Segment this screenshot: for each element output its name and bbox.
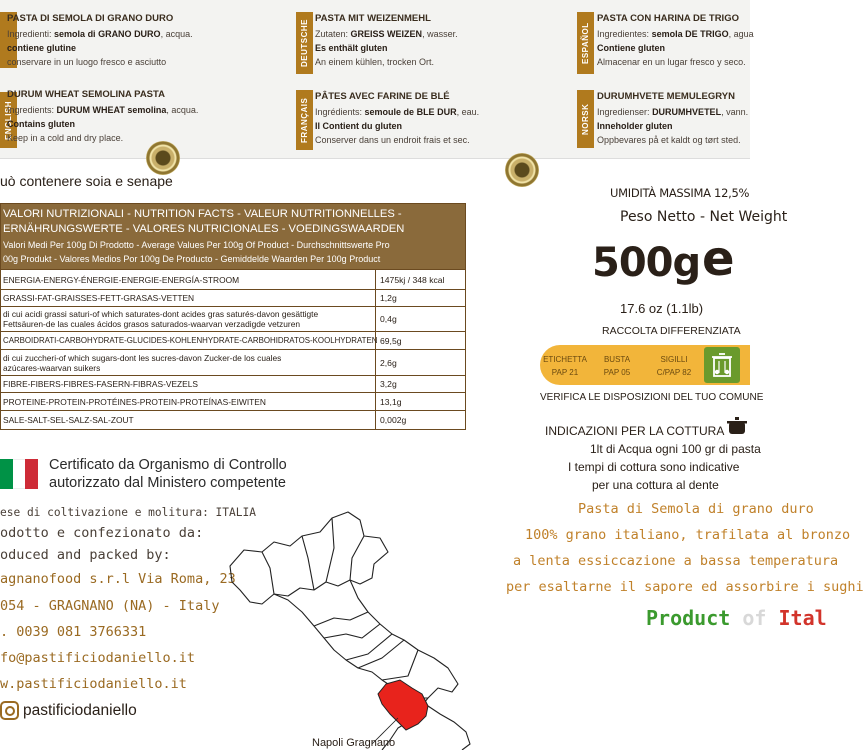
lang-block-french — [315, 91, 495, 147]
lang-block-norwegian — [597, 91, 757, 147]
lang-block-english — [7, 89, 277, 145]
lang-ingredients — [7, 27, 277, 41]
lang-title: DURUMHVETE MEMULEGRYN — [597, 91, 735, 102]
lang-ingredients — [315, 105, 495, 119]
tagline-line-4: per esaltarne il sapore ed assorbire i sughi — [506, 579, 864, 595]
ingredients-value: DURUM WHEAT semolina — [56, 105, 167, 115]
tagline-line-3: a lenta essiccazione a bassa temperatura — [513, 553, 839, 569]
lang-storage: Oppbevares på et kaldt og tørt sted. — [597, 135, 741, 145]
language-tab-label: NORSK — [581, 103, 590, 135]
nutrient-label: ENERGIA-ENERGY-ÉNERGIE-ENERGIE-ENERGÍA-STROOM — [3, 274, 240, 285]
nutrient-value: 69,5g — [380, 335, 402, 346]
lang-gluten — [7, 41, 277, 55]
table-row — [1, 349, 465, 375]
nutrition-title-line1: VALORI NUTRIZIONALI - NUTRITION FACTS - VALEUR NUTRITIONNELLES - — [3, 208, 402, 220]
language-tab-label: ESPAÑOL — [581, 22, 590, 64]
nutrient-value: 3,2g — [380, 379, 397, 389]
table-row — [1, 375, 465, 392]
map-outline-south — [428, 706, 470, 750]
language-tab-spanish — [577, 12, 594, 74]
language-tab-norwegian — [577, 90, 594, 148]
lang-block-italian — [7, 13, 277, 69]
ingredients-label: Ingredients: — [7, 105, 55, 115]
nutrition-subtitle-line1: Valori Medi Per 100g Di Prodotto - Average Values Per 100g Of Product - Durchschnittswerte Pro — [3, 240, 390, 250]
nutrient-name — [1, 376, 376, 392]
ingredients-label: Ingredienti: — [7, 29, 52, 39]
gluten-text: Contiene gluten — [597, 43, 665, 53]
nutrient-label: GRASSI-FAT-GRAISSES-FETT-GRASAS-VETTEN — [3, 293, 195, 303]
produced-by-it: odotto e confezionato da: — [0, 525, 204, 541]
nutrient-name — [1, 393, 376, 410]
gluten-text: Contains gluten — [7, 119, 75, 129]
net-weight-label: Peso Netto - Net Weight — [620, 209, 788, 225]
net-weight-value: 500g — [592, 240, 701, 286]
instagram-icon — [0, 701, 19, 720]
ingredients-tail: , agua — [728, 29, 754, 39]
lang-ingredients — [315, 27, 485, 41]
table-row — [1, 331, 465, 349]
nutrient-label: FIBRE-FIBERS-FIBRES-FASERN-FIBRAS-VEZELS — [3, 379, 198, 389]
tagline-line-1: Pasta di Semola di grano duro — [578, 501, 814, 517]
gluten-text: Es enthält gluten — [315, 43, 388, 53]
ingredients-value: semola DE TRIGO — [651, 29, 729, 39]
certification-line1: Certificato da Organismo di Controllo — [49, 457, 287, 473]
nutrition-table — [0, 203, 466, 430]
language-tab-french — [296, 90, 313, 150]
language-tab-label: DEUTSCHE — [300, 19, 309, 68]
language-tab-label: FRANÇAIS — [300, 97, 309, 143]
recycling-item-name: SIGILLI — [660, 355, 688, 364]
lang-ingredients — [597, 27, 757, 41]
lang-block-spanish — [597, 13, 757, 69]
tagline-line-2: 100% grano italiano, trafilata al bronzo — [525, 527, 851, 543]
language-tab-label: ENGLISH — [4, 100, 13, 140]
hang-hole-grommet-right — [505, 153, 539, 187]
product-of-italy-word: Ital — [778, 606, 827, 630]
gluten-text: contiene glutine — [7, 43, 77, 53]
recycling-badge — [540, 345, 750, 385]
gluten-text: Il Contient du gluten — [315, 121, 402, 131]
ingredients-tail: , vann. — [721, 107, 749, 117]
nutrient-label: di cui acidi grassi saturi-of which saturates-dont acides gras saturés-davon gesättigte — [3, 309, 319, 319]
instagram-label: pastificiodaniello — [23, 701, 137, 719]
ingredients-value: semola di GRANO DURO — [54, 29, 161, 39]
ingredients-tail: , eau. — [456, 107, 480, 117]
recycling-title: RACCOLTA DIFFERENZIATA — [602, 325, 741, 337]
cooking-pot-icon — [726, 414, 748, 441]
ingredients-tail: , acqua. — [166, 105, 199, 115]
ingredients-value: GREISS WEIZEN — [350, 29, 423, 39]
lang-gluten — [597, 41, 757, 55]
nutrient-name — [1, 290, 376, 306]
table-row — [1, 392, 465, 410]
cooking-line-3: per una cottura al dente — [592, 478, 719, 492]
cultivation-origin: ese di coltivazione e molitura: ITALIA — [0, 506, 256, 519]
recycling-item-code: PAP 05 — [603, 368, 631, 377]
ingredients-tail: , acqua. — [160, 29, 193, 39]
cooking-instructions — [568, 440, 761, 494]
nutrient-label-cont: azúcares-waarvan suikers — [3, 362, 101, 373]
table-row — [1, 410, 465, 429]
nutrient-label: CARBOIDRATI-CARBOHYDRATE-GLUCIDES-KOHLENHYDRATE-CARBOHIDRATOS-KOOLHYDRATEN — [3, 335, 378, 345]
lang-title: PÂTES AVEC FARINE DE BLÉ — [315, 91, 450, 102]
ingredients-value: semoule de BLE DUR — [364, 107, 457, 117]
lang-storage: Keep in a cold and dry place. — [7, 133, 124, 143]
nutrient-name — [1, 411, 376, 429]
table-row — [1, 289, 465, 306]
trash-bin-glyph — [711, 352, 733, 378]
tagline-block — [0, 496, 864, 600]
producer-address-1: agnanofood s.r.l Via Roma, 23 — [0, 571, 236, 587]
nutrient-value: 1475kj / 348 kcal — [380, 274, 445, 285]
lang-gluten — [7, 117, 277, 131]
nutrient-value: 0,002g — [380, 415, 407, 425]
ingredients-label: Ingredienser: — [597, 107, 650, 117]
lang-title: PASTA CON HARINA DE TRIGO — [597, 13, 739, 24]
producer-phone: . 0039 081 3766331 — [0, 624, 147, 640]
campania-region — [378, 680, 428, 730]
language-tab-german — [296, 12, 313, 74]
nutrient-label: di cui zuccheri-of which sugars-dont les sucres-davon Zucker-de los cuales — [3, 352, 282, 363]
map-label: Napoli Gragnano — [312, 737, 396, 749]
nutrient-name — [1, 350, 376, 375]
cooking-line-2: I tempi di cottura sono indicative — [568, 460, 740, 474]
recycling-item-name: BUSTA — [603, 355, 631, 364]
humidity-label: UMIDITÀ MASSIMA 12,5% — [610, 186, 750, 200]
allergen-note: uò contenere soia e senape — [0, 173, 173, 189]
cooking-title: INDICAZIONI PER LA COTTURA — [545, 424, 725, 438]
product-of-italy — [646, 606, 827, 630]
ingredients-label: Ingredientes: — [597, 29, 650, 39]
nutrient-value: 13,1g — [380, 396, 402, 407]
nutrient-value: 0,4g — [380, 314, 397, 324]
nutrition-title-line2: ERNÄHRUNGSWERTE - VALORES NUTRICIONALES - VOEDINGSWAARDEN — [3, 223, 405, 235]
gluten-text: Inneholder gluten — [597, 121, 673, 131]
lang-ingredients — [597, 105, 757, 119]
hang-hole-grommet-left — [146, 141, 180, 175]
lang-gluten — [597, 119, 757, 133]
producer-address-2: 054 - GRAGNANO (NA) - Italy — [0, 598, 220, 614]
instagram-handle[interactable] — [0, 701, 137, 720]
certification-text — [49, 456, 287, 492]
producer-email[interactable] — [0, 645, 256, 671]
italian-flag — [0, 459, 38, 489]
estimated-sign: e — [702, 231, 735, 287]
lang-title: DURUM WHEAT SEMOLINA PASTA — [7, 89, 165, 100]
producer-website[interactable] — [0, 671, 256, 697]
nutrient-label-cont: Fettsäuren-de las cuales ácidos grasos saturados-waarvan verzadigde vetzuren — [3, 319, 301, 329]
trash-bin-icon — [704, 347, 740, 383]
lang-gluten — [315, 41, 485, 55]
ingredients-label: Zutaten: — [315, 29, 349, 39]
produced-by-en: oduced and packed by: — [0, 547, 171, 563]
nutrient-name — [1, 332, 376, 349]
ingredients-label: Ingrédients: — [315, 107, 363, 117]
nutrient-name — [1, 307, 376, 331]
recycling-item — [592, 352, 642, 378]
lang-title: PASTA MIT WEIZENMEHL — [315, 13, 431, 24]
website-link[interactable]: w.pastificiodaniello.it — [0, 676, 187, 692]
verify-note: VERIFICA LE DISPOSIZIONI DEL TUO COMUNE — [540, 392, 764, 403]
recycling-item-name: ETICHETTA — [543, 355, 587, 364]
lang-storage: An einem kühlen, trocken Ort. — [315, 57, 435, 67]
product-of-word: Product — [646, 606, 731, 630]
net-weight-imperial: 17.6 oz (1.1lb) — [620, 301, 704, 316]
recycling-item — [648, 352, 700, 378]
lang-ingredients — [7, 103, 277, 117]
nutrient-name — [1, 270, 376, 289]
recycling-item — [540, 352, 590, 378]
lang-block-german — [315, 13, 485, 69]
lang-storage: Conserver dans un endroit frais et sec. — [315, 135, 470, 145]
product-of-mid: of — [742, 606, 767, 630]
nutrition-header — [1, 204, 465, 269]
recycling-item-code: C/PAP 82 — [656, 368, 692, 377]
lang-storage: conservare in un luogo fresco e asciutto — [7, 57, 167, 67]
nutrient-label: SALE-SALT-SEL-SALZ-SAL-ZOUT — [3, 415, 134, 425]
nutrient-value: 1,2g — [380, 293, 397, 303]
table-row — [1, 269, 465, 289]
lang-gluten — [315, 119, 495, 133]
table-row — [1, 306, 465, 331]
ingredients-value: DURUMHVETEL — [652, 107, 722, 117]
ingredients-tail: , wasser. — [422, 29, 458, 39]
lang-storage: Almacenar en un lugar fresco y seco. — [597, 57, 746, 67]
nutrient-label: PROTEINE-PROTEIN-PROTÉINES-PROTEIN-PROTEÍNAS-EIWITEN — [3, 396, 266, 407]
nutrition-subtitle-line2: 00g Produkt - Valores Medios Por 100g De Producto - Gemiddelde Waarden Per 100g Product — [3, 254, 381, 264]
email-link[interactable]: fo@pastificiodaniello.it — [0, 650, 196, 666]
certification-line2: autorizzato dal Ministero competente — [49, 475, 286, 491]
lang-title: PASTA DI SEMOLA DI GRANO DURO — [7, 13, 174, 24]
cooking-line-1: 1lt di Acqua ogni 100 gr di pasta — [590, 442, 761, 456]
cooking-pot-glyph — [726, 414, 748, 436]
recycling-item-code: PAP 21 — [551, 368, 579, 377]
nutrient-value: 2,6g — [380, 357, 397, 368]
